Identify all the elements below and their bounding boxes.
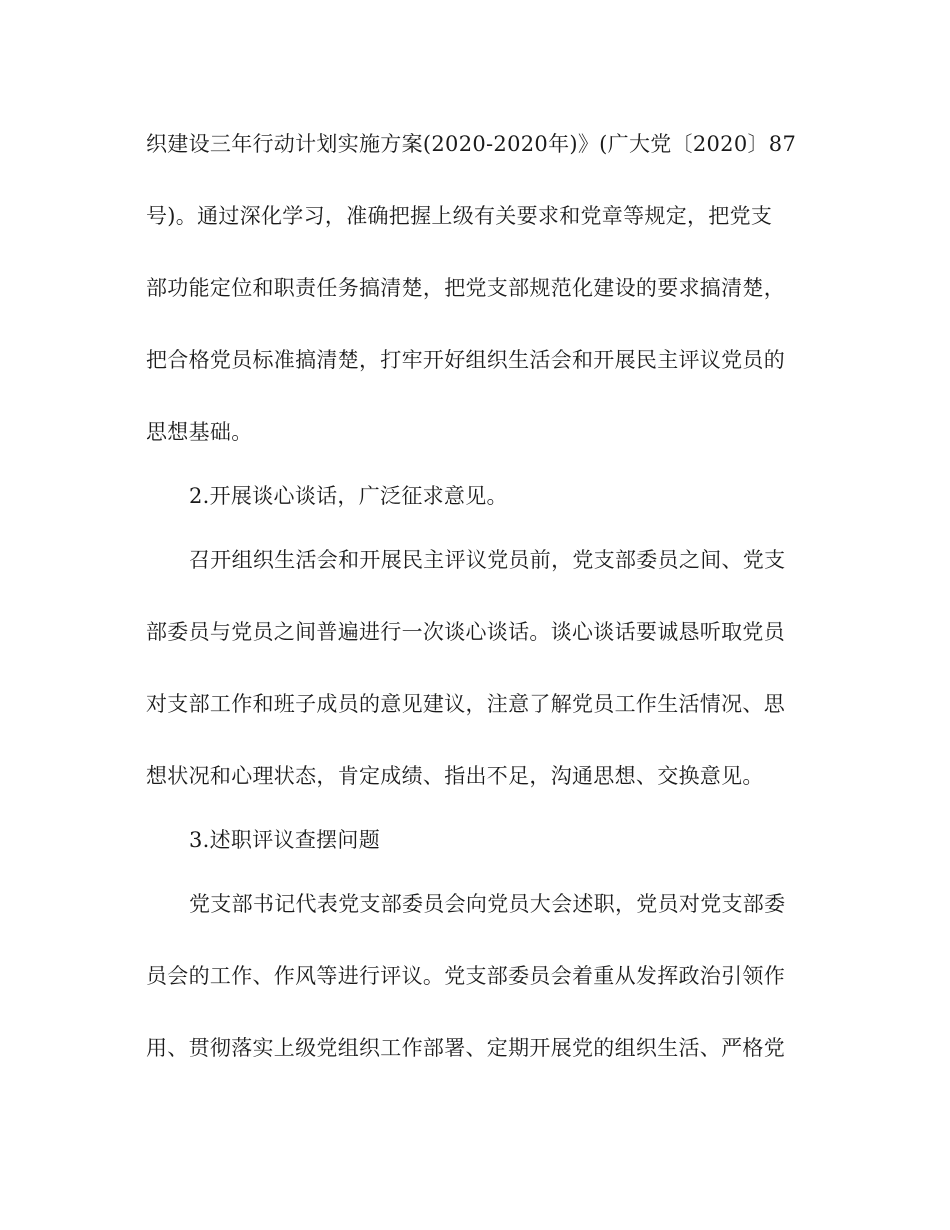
- paragraph-first-line: 召开组织生活会和开展民主评议党员前，党支部委员之间、党支: [189, 548, 786, 572]
- text-line: 部功能定位和职责任务搞清楚，把党支部规范化建设的要求搞清楚，: [146, 276, 785, 300]
- text-line: 思想基础。: [146, 420, 253, 444]
- section-heading: 3.述职评议查摆问题: [189, 828, 381, 852]
- text-line: 员会的工作、作风等进行评议。党支部委员会着重从发挥政治引领作: [146, 964, 785, 988]
- text-line: 织建设三年行动计划实施方案(2020-2020年)》(广大党〔2020〕87: [146, 132, 797, 156]
- text-line: 号)。通过深化学习，准确把握上级有关要求和党章等规定，把党支: [146, 204, 773, 228]
- text-line: 用、贯彻落实上级党组织工作部署、定期开展党的组织生活、严格党: [146, 1036, 785, 1060]
- text-line: 把合格党员标准搞清楚，打牢开好组织生活会和开展民主评议党员的: [146, 348, 785, 372]
- text-line: 部委员与党员之间普遍进行一次谈心谈话。谈心谈话要诚恳听取党员: [146, 620, 785, 644]
- paragraph-first-line: 党支部书记代表党支部委员会向党员大会述职，党员对党支部委: [189, 892, 786, 916]
- text-line: 想状况和心理状态，肯定成绩、指出不足，沟通思想、交换意见。: [146, 764, 764, 788]
- text-line: 对支部工作和班子成员的意见建议，注意了解党员工作生活情况、思: [146, 692, 785, 716]
- section-heading: 2.开展谈心谈话，广泛征求意见。: [189, 484, 508, 508]
